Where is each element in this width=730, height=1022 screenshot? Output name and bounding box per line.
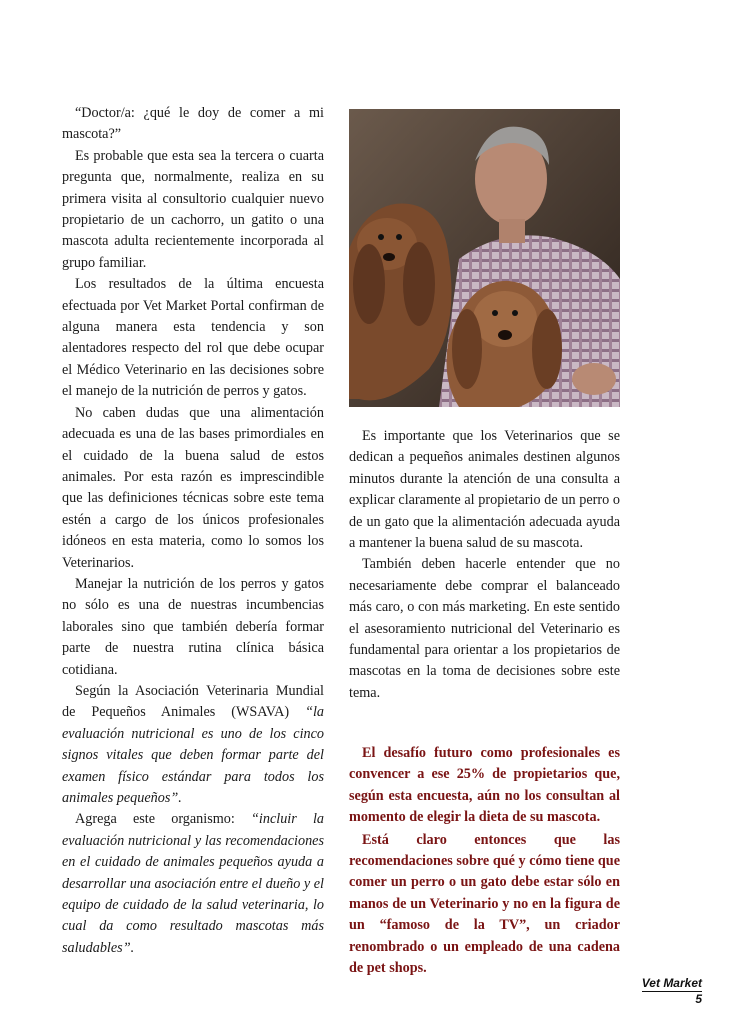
right-article-column bbox=[349, 426, 620, 704]
veterinarian-with-dogs-photo bbox=[349, 109, 620, 407]
highlight-paragraph-2: Está claro entonces que las recomendaciones sobre qué y cómo tiene que comer un perro o un gato debe estar sólo en manos de un Veterinario y no en la figura de un “famoso de la TV”, un criador renombrado o un empleado de una cadena de pet shops. bbox=[349, 831, 620, 977]
opening-quote: “Doctor/a: ¿qué le doy de comer a mi mascota?” bbox=[62, 105, 324, 143]
paragraph-1: Es probable que esta sea la tercera o cuarta pregunta que, normalmente, realiza en su primera visita al consultorio cualquier nuevo propietario de un cachorro, un gatito o una mascota adulta recientemente incorporada al grupo familiar. bbox=[62, 147, 324, 271]
left-article-column bbox=[62, 103, 324, 959]
paragraph-6 bbox=[62, 809, 324, 959]
agency-quote: “incluir la evaluación nutricional y las recomendaciones en el cuidado de animales pequeños ayuda a desarrollar una asociación entre el dueño y el equipo de cuidado de la salud veterinaria, lo cual da como resultado mascotas más saludables”. bbox=[62, 811, 324, 956]
page-footer bbox=[642, 976, 702, 1007]
page-number: 5 bbox=[695, 992, 702, 1006]
wsava-intro: Según la Asociación Veterinaria Mundial de Pequeños Animales (WSAVA) bbox=[62, 682, 324, 721]
wsava-quote: “la evaluación nutricional es uno de los cinco signos vitales que deben formar parte del examen físico estándar para todos los animales pequeños”. bbox=[62, 704, 324, 806]
photo-illustration bbox=[349, 109, 620, 407]
paragraph-5 bbox=[62, 681, 324, 809]
paragraph-7: Es importante que los Veterinarios que se dedican a pequeños animales destinen algunos minutos durante la atención de una consulta a explicar claramente al propietario de un perro o de un gato que la alimentación adecuada ayuda a mantener la buena salud de su mascota. bbox=[349, 428, 620, 552]
magazine-brand: Vet Market bbox=[641, 976, 702, 990]
paragraph-2: Los resultados de la última encuesta efectuada por Vet Market Portal confirman de alguna manera esta tendencia y son alentadores respecto del rol que debe ocupar el Médico Veterinario en las decisiones sobre el manejo de la nutrición de perros y gatos. bbox=[62, 276, 324, 400]
highlight-paragraph-1: El desafío futuro como profesionales es convencer a ese 25% de propietarios que, según esta encuesta, aún no los consultan al momento de elegir la dieta de su mascota. bbox=[349, 745, 620, 826]
agency-intro: Agrega este organismo: bbox=[75, 811, 252, 828]
highlighted-conclusion bbox=[349, 743, 620, 979]
paragraph-4: Manejar la nutrición de los perros y gatos no sólo es una de nuestras incumbencias laborales sino que también debería formar parte de nuestra rutina clínica básica cotidiana. bbox=[62, 575, 324, 678]
paragraph-3: No caben dudas que una alimentación adecuada es una de las bases primordiales en el cuidado de la buena salud de estos animales. Por esta razón es imprescindible que las definiciones técnicas sobre este tema estén a cargo de los únicos profesionales idóneos en esta materia, como lo somos los Veterinarios. bbox=[62, 404, 324, 571]
paragraph-8: También deben hacerle entender que no necesariamente debe comprar el balanceado más caro, o con más marketing. En este sentido el asesoramiento nutricional del Veterinario es fundamental para orientar a los propietarios de mascotas en la toma de decisiones sobre este tema. bbox=[349, 556, 620, 701]
